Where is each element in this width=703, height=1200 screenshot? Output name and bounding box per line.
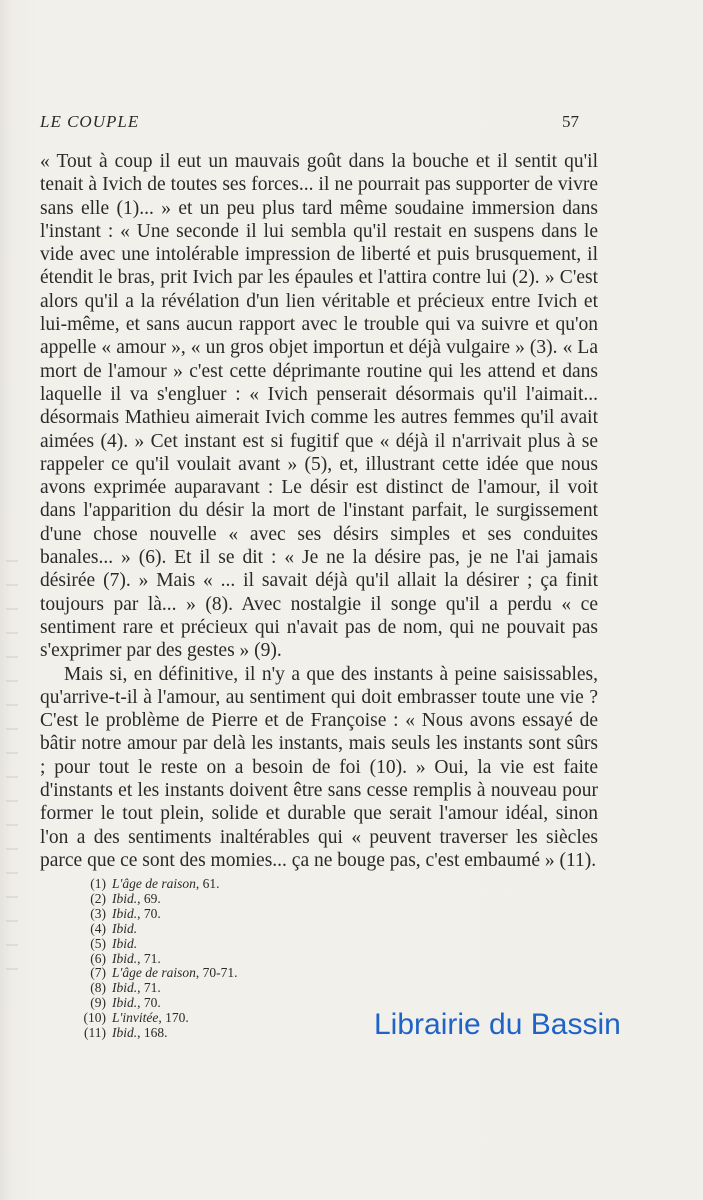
running-head: LE COUPLE — [40, 112, 140, 131]
footnote-work: L'invitée — [112, 1010, 159, 1026]
footnote-number: (8) — [90, 980, 106, 996]
watermark-text: Librairie du Bassin — [374, 1008, 621, 1041]
footnote-ref: , 69. — [137, 890, 161, 906]
footnote-work: Ibid. — [112, 920, 138, 936]
footnote-ref: , 70. — [137, 905, 161, 921]
footnote-number: (1) — [90, 876, 106, 891]
page-edge-shadow — [6, 560, 18, 980]
footnote — [76, 937, 238, 952]
paragraph: « Tout à coup il eut un mauvais goût dans la bouche et il sentit qu'il tenait à Ivich de toutes ses forces... il ne pourrait pas supporter de vivre sans elle (1)... » et un peu plus tard même soudaine immersion dans l'instant : « Une seconde il lui sembla qu'il restait en suspens dans le vide avec une intolérable impression de liberté et puis brusquement, il étendit le bras, prit Ivich par les épaules et l'attira contre lui (2). » C'est alors qu'il a la révélation d'un lien véritable et précieux entre Ivich et lui-même, et sans aucun rapport avec le trouble qui va suivre et qu'on appelle « amour », « un gros objet importun et déjà vulgaire » (3). « La mort de l'amour » c'est cette déprimante routine qui les attend et dans laquelle il va s'engluer : « Ivich penserait désormais qu'il l'aimait... désormais Mathieu aimerait Ivich comme les autres femmes qu'il avait aimées (4). » Cet instant est si fugitif que « déjà il n'arrivait plus à se rappeler ce qu'il voulait avant » (5), et, illustrant cette idée que nous avons exprimée auparavant : Le désir est distinct de l'amour, il voit dans l'apparition du désir la mort de l'instant parfait, le surgissement d'une chose nouvelle « avec ses désirs simples et ses conduites banales... » (6). Et il se dit : « Je ne la désire pas, je ne l'ai jamais désirée (7). » Mais « ... il savait déjà qu'il allait la désirer ; ça finit toujours par là... » (8). Avec nostalgie il songe qu'il a perdu « ce sentiment rare et précieux qui n'avait pas de nom, qui ne pouvait pas s'exprimer par des gestes » (9). — [40, 151, 598, 662]
page-number: 57 — [562, 112, 579, 131]
body-text — [40, 150, 598, 872]
footnote — [76, 877, 238, 892]
footnote — [76, 966, 238, 981]
footnotes — [76, 877, 238, 1041]
footnote-ref: , 61. — [195, 876, 220, 891]
footnote-ref: , 70-71. — [195, 965, 238, 981]
footnote-ref: , 71. — [137, 980, 161, 996]
footnote-number: (7) — [90, 965, 106, 981]
footnote — [76, 892, 238, 907]
footnote-number: (3) — [90, 905, 106, 921]
footnote-work: Ibid. — [112, 935, 138, 951]
footnote-number: (9) — [90, 995, 106, 1011]
footnote — [76, 922, 238, 937]
footnote-work: Ibid. — [112, 1025, 138, 1041]
footnote-work: L'âge de raison — [112, 876, 196, 891]
footnote — [76, 1011, 238, 1026]
footnote-ref: , 70. — [137, 995, 161, 1011]
footnote — [76, 907, 238, 922]
footnote-number: (2) — [90, 890, 106, 906]
footnote — [76, 952, 238, 967]
footnote-work: Ibid. — [112, 905, 138, 921]
footnote-ref: , 71. — [137, 950, 161, 966]
paragraph: Mais si, en définitive, il n'y a que des instants à peine saisissables, qu'arrive-t-il à l'amour, au sentiment qui doit embrasser toute une vie ? C'est le problème de Pierre et de Françoise : « Nous avons essayé de bâtir notre amour par delà les instants, mais seuls les instants sont sûrs ; pour tout le reste on a besoin de foi (10). » Oui, la vie est faite d'instants et les instants doivent être sans cesse remplis à nouveau pour former le tout plein, solide et durable que serait l'amour idéal, sinon l'on a des sentiments inaltérables qui « peuvent traverser les siècles parce que ce sont des momies... ça ne bouge pas, c'est embaumé » (11). — [40, 663, 598, 871]
footnote-number: (11) — [84, 1025, 106, 1041]
footnote-number: (6) — [90, 950, 106, 966]
footnote — [76, 996, 238, 1011]
footnote-ref: , 170. — [158, 1010, 189, 1026]
footnote-work: L'âge de raison — [112, 965, 196, 981]
footnote-number: (4) — [90, 920, 106, 936]
footnote-work: Ibid. — [112, 950, 138, 966]
footnote-number: (10) — [83, 1010, 106, 1026]
footnote-number: (5) — [90, 935, 106, 951]
footnote — [76, 981, 238, 996]
footnote-ref: , 168. — [137, 1025, 168, 1041]
footnote — [76, 1026, 238, 1041]
footnote-work: Ibid. — [112, 890, 138, 906]
footnote-work: Ibid. — [112, 995, 138, 1011]
footnote-work: Ibid. — [112, 980, 138, 996]
